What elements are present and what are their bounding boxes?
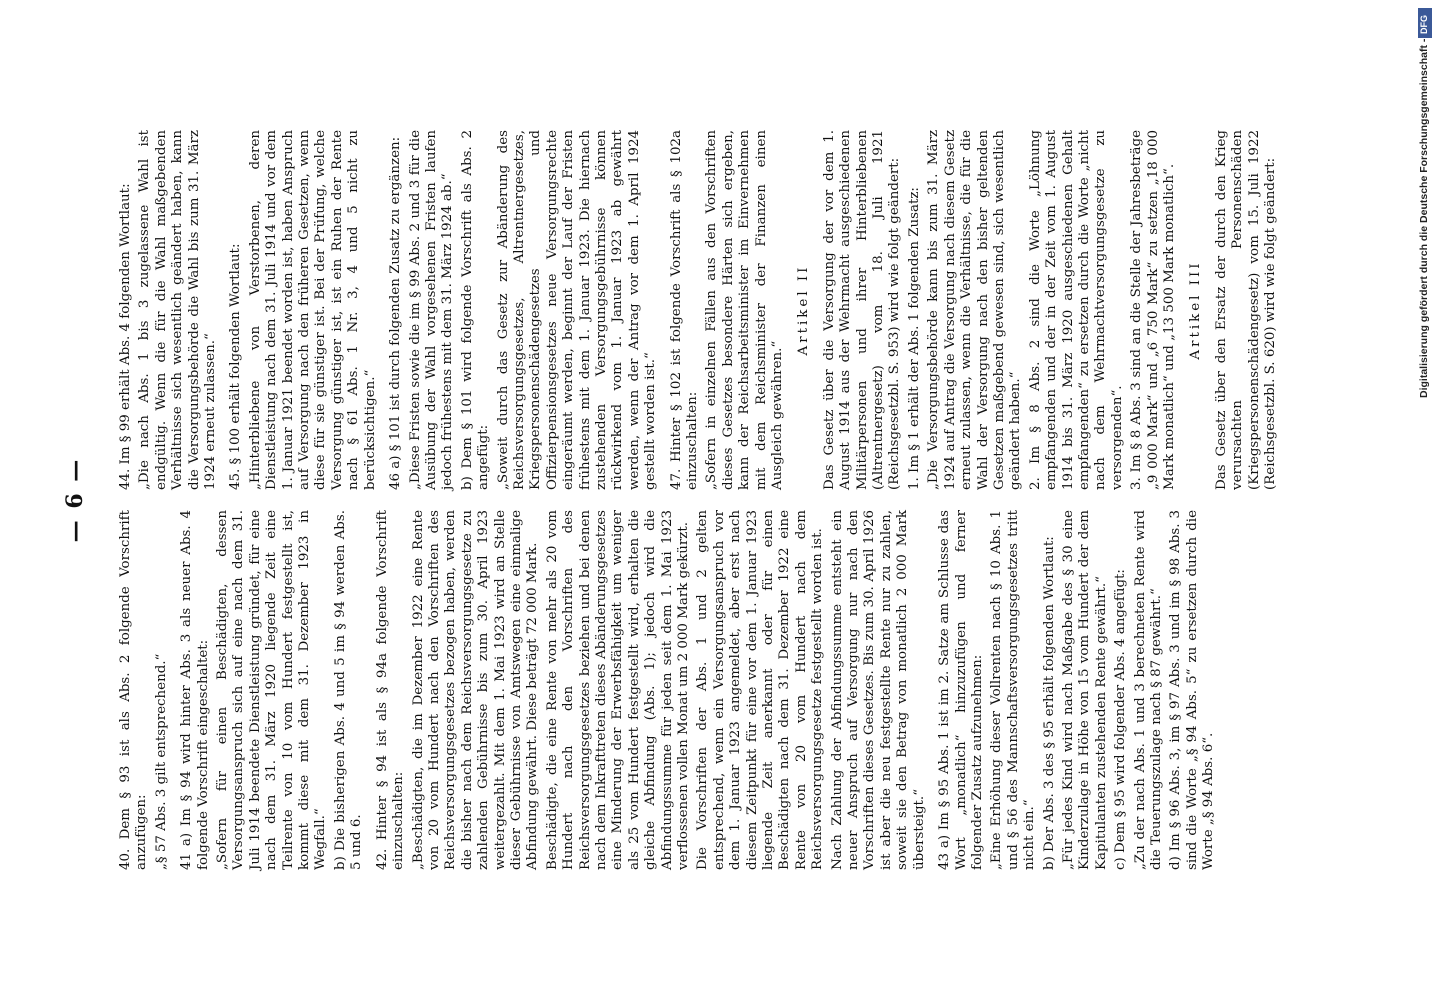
paragraph: „Diese Fristen sowie die im § 99 Abs. 2 und 3 für die Ausübung der Wahl vorgesehenen Fristen laufen jedoch frühestens mit dem 31. März 1924 ab.“ [407,130,456,490]
paragraph: „Soweit durch das Gesetz zur Abänderung des Reichsversorgungsgesetzes, Altrentnergesetzes, Kriegspersonenschädengesetzes und Offizierpensionsgesetzes neue Versorgungsrechte eingeräumt werden, beginnt der Lauf der Fristen frühestens mit dem 1. Januar 1923. Die hiernach zustehenden Versorgungsgebührnisse können rückwirkend vom 1. Januar 1923 ab gewährt werden, wenn der Antrag vor dem 1. April 1924 gestellt worden ist.“ [495,130,659,490]
paragraph: Nach Zahlung der Abfindungssumme entsteht ein neuer Anspruch auf Versorgung nur nach den Vorschriften dieses Gesetzes. Bis zum 30. April 1926 ist aber die neu festgestellte Rente nur zu zahlen, soweit sie den Betrag von monatlich 2 000 Mark übersteigt.“ [829,510,927,870]
paragraph: „Hinterbliebene von Verstorbenen, deren Dienstleistung nach dem 31. Juli 1914 und vor dem 1. Januar 1921 beendet worden ist, haben Anspruch auf Versorgung nach den früheren Gesetzen, wenn diese für sie günstiger ist. Bei der Prüfung, welche Versorgung günstiger ist, ist ein Ruhen der Rente nach § 61 Abs. 1 Nr. 3, 4 und 5 nicht zu berücksichtigen.“ [247,130,378,490]
paragraph: „Für jedes Kind wird nach Maßgabe des § 30 eine Kinderzulage in Höhe von 15 vom Hundert der dem Kapitulanten zustehenden Rente gewährt.“ [1060,510,1109,870]
paragraph: 2. Im § 8 Abs. 2 sind die Worte „Löhnung empfangenden und der in der Zeit vom 1. August 1914 bis 31. März 1920 ausgeschiedenen Gehalt empfangenden“ zu ersetzen durch die Worte „nicht nach dem Wehrmachtversorgungsgesetze zu versorgenden“. [1027,130,1125,490]
paragraph: 3. Im § 8 Abs. 3 sind an die Stelle der Jahresbeträge „9 000 Mark“ und „6 750 Mark“ zu setzen „18 000 Mark monatlich“ und „13 500 Mark monatlich“. [1129,130,1177,490]
page-number: — 6 — [62,457,88,543]
article-heading: Artikel II [796,264,812,356]
paragraph: b) Der Abs. 3 des § 95 erhält folgenden Wortlaut: [1041,536,1057,870]
paragraph: „Sofern in einzelnen Fällen aus den Vorschriften dieses Gesetzes besondere Härten sich ergeben, kann der Reichsarbeitsminister im Einvernehmen mit dem Reichsminister der Finanzen einen Ausgleich gewähren.“ [704,130,786,490]
paragraph: „Zu der nach Abs. 1 und 3 berechneten Rente wird die Teuerungszulage nach § 87 gewährt.“ [1132,510,1164,870]
dfg-logo [1418,8,1432,38]
paragraph: c) Dem § 95 wird folgender Abs. 4 angefügt: [1113,569,1129,870]
left-column [118,510,1221,870]
paragraph: 43 a) Im § 95 Abs. 1 ist im 2. Satze am Schlusse das Wort „monatlich“ hinzuzufügen und ferner folgender Zusatz aufzunehmen: [937,510,985,870]
watermark-text: Digitalisierung gefördert durch die Deutsche Forschungsgemeinschaft - [1418,38,1430,398]
paragraph: b) Die bisherigen Abs. 4 und 5 im § 94 werden Abs. 5 und 6. [332,510,365,870]
paragraph: „Beschädigten, die im Dezember 1922 eine Rente von 20 vom Hundert nach den Vorschriften des Reichsversorgungsgesetzes bezogen haben, werden die bisher nach dem Reichsversorgungsgesetze zu zahlenden Gebührnisse bis zum 30. April 1923 weitergezahlt. Mit dem 1. Mai 1923 wird an Stelle dieser Gebührnisse von Amtswegen eine einmalige Abfindung gewährt. Diese beträgt 72 000 Mark. [410,510,541,870]
paragraph: d) Im § 96 Abs. 3, im § 97 Abs. 3 und im § 98 Abs. 3 sind die Worte „§ 94 Abs. 5“ zu ersetzen durch die Worte „§ 94 Abs. 6“. [1168,510,1217,870]
paragraph: Beschädigte, die eine Rente von mehr als 20 vom Hundert nach den Vorschriften des Reichsversorgungsgesetzes beziehen und bei denen nach dem Inkrafttreten dieses Abänderungsgesetzes eine Minderung der Erwerbsfähigkeit um weniger als 25 vom Hundert festgestellt wird, erhalten die gleiche Abfindung (Abs. 1); jedoch wird die Abfindungssumme für jeden seit dem 1. Mai 1923 verflossenen vollen Monat um 2 000 Mark gekürzt. [544,510,691,870]
paragraph: „§ 57 Abs. 3 gilt entsprechend.“ [153,653,169,870]
paragraph: 46 a) § 101 ist durch folgenden Zusatz zu ergänzen: [388,136,404,490]
paragraph: b) Dem § 101 wird folgende Vorschrift als Abs. 2 angefügt: [459,130,492,490]
paragraph: 40. Dem § 93 ist als Abs. 2 folgende Vorschrift anzufügen: [118,510,150,870]
paragraph: Das Gesetz über den Ersatz der durch den Krieg verursachten Personenschäden (Kriegspersonenschädengesetz) vom 15. Juli 1922 (Reichsgesetzbl. S. 620) wird wie folgt geändert: [1213,130,1278,490]
article-heading: Artikel III [1188,260,1204,360]
paragraph: Die Vorschriften der Abs. 1 und 2 gelten entsprechend, wenn ein Versorgungsanspruch vor dem 1. Januar 1923 angemeldet, aber erst nach diesem Zeitpunkt für eine vor dem 1. Januar 1923 liegende Zeit anerkannt oder für einen Beschädigten nach dem 31. Dezember 1922 eine Rente von 20 vom Hundert nach dem Reichsversorgungsgesetze festgestellt worden ist. [695,510,826,870]
paragraph: 47. Hinter § 102 ist folgende Vorschrift als § 102a einzuschalten: [668,130,700,490]
paragraph: „Die Versorgungsbehörde kann bis zum 31. März 1924 auf Antrag die Versorgung nach diesem Gesetz erneut zulassen, wenn die Verhältnisse, die für die Wahl der Versorgung nach den bisher geltenden Gesetzen maßgebend gewesen sind, sich wesentlich geändert haben.“ [926,130,1024,490]
paragraph: 42. Hinter § 94 ist als § 94a folgende Vorschrift einzuschalten: [374,510,407,870]
paragraph: 1. Im § 1 erhält der Abs. 1 folgenden Zusatz: [906,187,922,490]
right-column [118,130,1282,490]
paragraph: 41 a) Im § 94 wird hinter Abs. 3 als neuer Abs. 4 folgende Vorschrift eingeschaltet: [179,510,211,870]
paragraph: „Sofern für einen Beschädigten, dessen Versorgungsanspruch sich auf eine nach dem 31. Juli 1914 beendete Dienstleistung gründet, für eine nach dem 31. März 1920 liegende Zeit eine Teilrente von 10 vom Hundert festgestellt ist, kommt diese mit dem 31. Dezember 1923 in Wegfall.“ [215,510,329,870]
paragraph: „Die nach Abs. 1 bis 3 zugelassene Wahl ist endgültig. Wenn die für die Wahl maßgebenden Verhältnisse sich wesentlich geändert haben, kann die Versorgungsbehörde die Wahl bis zum 31. März 1924 erneut zulassen.“ [137,130,219,490]
paragraph: Das Gesetz über die Versorgung der vor dem 1. August 1914 aus der Wehrmacht ausgeschiedenen Militärpersonen und ihrer Hinterbliebenen (Altrentnergesetz) vom 18. Juli 1921 (Reichsgesetzbl. S. 953) wird wie folgt geändert: [821,130,903,490]
dfg-watermark [1408,8,1430,418]
paragraph: „Eine Erhöhung dieser Vollrenten nach § 10 Abs. 1 und § 56 des Mannschaftsversorgungsgesetzes tritt nicht ein.“ [989,510,1038,870]
paragraph: 45. § 100 erhält folgenden Wortlaut: [228,243,244,490]
paragraph: 44. Im § 99 erhält Abs. 4 folgenden Wortlaut: [118,183,133,490]
dfg-logo-text: DFG [1419,15,1429,34]
